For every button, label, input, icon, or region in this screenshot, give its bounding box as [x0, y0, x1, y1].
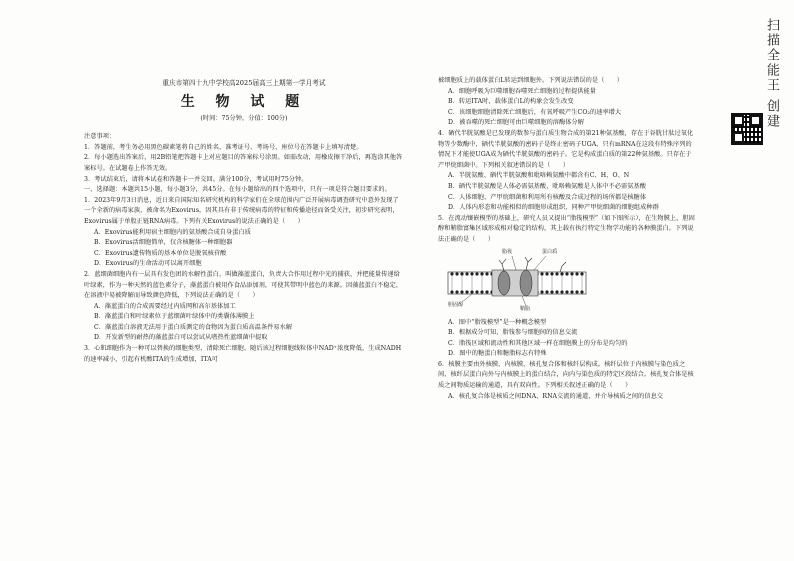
- membrane-diagram: [442, 250, 592, 314]
- question-1-option-a: A．Exovirus能利用宿主细胞内的氨基酸合成自身蛋白质: [94, 228, 251, 236]
- lipid-raft-figure: [442, 250, 592, 314]
- question-1-option-c: C．Exovirus遗传物质的基本单位是脱氧核苷酸: [94, 249, 227, 257]
- question-6-stem: 6．核膜主要由外核膜、内核膜、核孔复合体和核纤层构成。核纤层位于内核膜与染色质之间，核纤层蛋白向外与内核膜上的蛋白结合，向内与染色质的特定区段结合。核孔复合体是核质之间物质运输的通道，具有双向性。下列相关叙述正确的是（ ）: [438, 360, 694, 390]
- question-3-stem: 3．心肌细胞作为一种可以替换的细胞类型，清除死亡细胞。随后该过程细胞线粒体中NAD⁺浓度降低，生成NADH的速率减小，引起有机酸ITA的生成增加，ITA可: [84, 345, 402, 363]
- exam-info: (时间：75分钟，分值：100分): [200, 114, 288, 122]
- question-4-option-a: A．半胱氨酸、硒代半胱氨酸和吡咯赖氨酸中都含有C、H、O、N: [448, 172, 630, 180]
- cholesterol-label: 胆固醇: [448, 301, 464, 308]
- protein-label: 蛋白质: [542, 248, 558, 255]
- question-1-stem: 1．2023年9月3日消息，近日来自国际知名研究机构的科学家们在全球范围内广泛开展病毒调查研究中意外发现了一个全新的病毒家族，被命名为Exovirus，因其具有非于传统病毒的特征和传播途径而备受关注，初步研究表明，Exovirus属于单股正链RNA病毒。下列有关Exovirus的说法正确的是（ ）: [84, 196, 399, 225]
- raft-region: [492, 270, 538, 296]
- right-column: [438, 76, 696, 402]
- notice-item: 2．每小题选出答案后，用2B铅笔把答题卡上对应题目的答案标号涂黑。如需改动，用橡皮擦干净后，再选涂其他答案标号。在试题卷上作答无效。: [84, 154, 403, 172]
- notice-item: 3．考试结束后，请将本试卷和答题卡一并交回。满分100分，考试用时75分钟。: [84, 175, 308, 183]
- question-1-option-b: B．Exovirus活细胞简单，仅含核糖体一种细胞器: [94, 239, 233, 247]
- qr-code-icon: [731, 113, 763, 145]
- question-6-option-a: A．核孔复合体是核质之间DNA、RNA交流的通道，并介导核质之间的信息交: [448, 392, 664, 400]
- sphingolipid-label: 鞘脂: [520, 305, 531, 312]
- question-2-option-d: D．开发新型的耐热的藻蓝蛋白可以尝试从嗜热性蓝细菌中提取: [94, 334, 268, 342]
- notice-title: 注意事项：: [84, 133, 116, 141]
- scanner-brand-watermark: 扫描全能王 创建: [764, 18, 779, 130]
- question-5-stem: 5．在流动镶嵌模型的基础上，研究人员又提出“脂筏模型”（如下图所示），在生物膜上，胆固醇和鞘脂富集区域形成相对稳定的结构，其上载有执行特定生物学功能的各种膜蛋白。下列说法正确的是（ ）: [438, 214, 695, 243]
- question-2-option-b: B．藻蓝蛋白和叶绿素位于蓝细菌叶绿体中的类囊体薄膜上: [94, 313, 255, 321]
- question-4-stem: 4．硒代半胱氨酸是已发现的数参与蛋白质生物合成的第21种氨基酸，存在于谷胱甘肽过氧化物等少数酶中，硒代半胱氨酸的密码子是终止密码子UGA，只有mRNA在这段有特殊序列的情况下才能使UGA成为硒代半胱氨酸的密码子。它是构成蛋白质的第22种氨基酸。只存在于产甲烷细菌中。下列相关叙述错误的是（ ）: [438, 129, 694, 169]
- question-4-option-d: D．人体内形态和功能相似的细胞形成组织，同种产甲烷细菌的细胞组成种群: [448, 204, 659, 212]
- exam-header: 重庆市第四十九中学校高2025届高三上期第一学月考试: [162, 79, 326, 87]
- question-2-option-c: C．藻蓝蛋白溶液无法用于蛋白质测定的食物因为蛋白质高温条件易水解: [94, 323, 293, 331]
- question-5-option-d: D．图中的糖蛋白和糖脂标志有特殊: [448, 350, 547, 358]
- question-3-continued: 被细胞质上的载体蛋白L转运到细胞外。下列说法错误的是（ ）: [438, 77, 624, 84]
- question-2-stem: 2．蓝细菌细胞内有一层具有发色团的水解性蛋白，叫做藻蓝蛋白，负责大合作用过程中光的捕获，并把能量传递给叶绿素，作为一种天然的蓝色素分子，藻蓝蛋白被用作食品添加剂，可使其带明中蓝色的来源。因藻蓝蛋白不稳定，在溶液中易被降解而导致颜色降低，下列说法正确的是（ ）: [84, 270, 403, 300]
- left-column: [84, 78, 404, 365]
- raft-label: 脂筏: [502, 248, 513, 255]
- question-3-option-c: C．该细胞细胞清除死亡细胞后，有氧呼吸产生CO₂的速率增大: [448, 108, 622, 116]
- notice-item: 1．答题前，考生务必用黑色碳素笔将自己的姓名、准考证号、考场号、座位号在答题卡上填写清楚。: [84, 143, 363, 151]
- question-3-option-b: B．转运ITA时，载体蛋白L的构象会发生改变: [448, 98, 574, 106]
- question-3-option-d: D．被吞噬的死亡细胞可由巨噬细胞的溶酶体分解: [448, 119, 584, 127]
- page-title: 生 物 试 题: [180, 93, 308, 110]
- section-title: 一、选择题：本题共15小题，每小题3分，共45分。在每小题给出的四个选项中，只有一项是符合题目要求的。: [84, 186, 391, 194]
- question-1-option-d: D．Exovirus的生命活动可以离开细胞: [94, 260, 202, 268]
- question-5-option-a: A．图中“脂筏模型”是一种概念模型: [448, 318, 547, 326]
- question-5-option-c: C．脂筏区域和流动性和其他区域一样在细胞膜上的分布是均匀的: [448, 339, 628, 347]
- question-3-option-a: A．细胞呼吸为巨噬细胞吞噬死亡细胞的过程提供能量: [448, 87, 596, 95]
- question-2-option-a: A．藻蓝蛋白的合成需要经过内质网和高尔基体加工: [94, 302, 236, 310]
- question-5-option-b: B．根据成分可知，脂筏参与细胞间的信息交流: [448, 329, 578, 337]
- question-4-option-b: B．硒代半胱氨酸是人体必需氨基酸，吡咯赖氨酸是人体中不必需氨基酸: [448, 182, 646, 190]
- question-4-option-c: C．人体细胞、产甲烷细菌和利用所有核酸及合成过程的场所都是核糖体: [448, 193, 647, 201]
